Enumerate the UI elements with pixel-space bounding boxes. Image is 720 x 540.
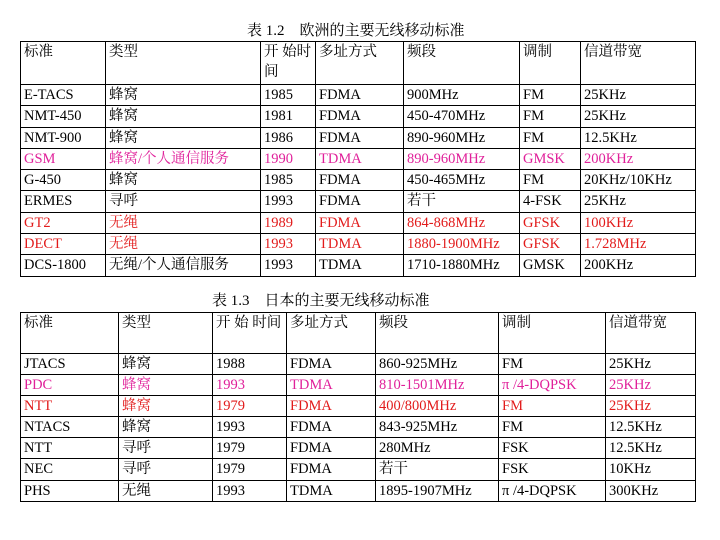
table-cell: 1979 [213, 438, 287, 459]
table-row [21, 438, 696, 459]
table-cell: TDMA [316, 148, 404, 169]
table-cell: 无绳 [119, 480, 213, 501]
table-cell: TDMA [287, 375, 376, 396]
table-cell: 1993 [261, 255, 316, 276]
table-cell: 无绳 [106, 234, 261, 255]
table-cell: 蜂窝 [106, 85, 261, 106]
table-cell: 300KHz [606, 480, 696, 501]
table-cell: 450-465MHz [404, 170, 520, 191]
table-cell: FM [499, 354, 606, 375]
table-header-row [21, 313, 696, 354]
table-row [21, 106, 696, 127]
table-cell: FM [499, 396, 606, 417]
table-cell: 1993 [261, 234, 316, 255]
table-cell: FDMA [287, 459, 376, 480]
table-cell: 25KHz [581, 191, 696, 212]
table-cell: E-TACS [21, 85, 106, 106]
table-cell: NEC [21, 459, 119, 480]
table-row [21, 255, 696, 276]
table-cell: PHS [21, 480, 119, 501]
table-cell: PDC [21, 375, 119, 396]
japan-standards-table [20, 312, 696, 502]
table-cell: 12.5KHz [581, 127, 696, 148]
table-row [21, 459, 696, 480]
table-cell: 843-925MHz [376, 417, 499, 438]
table-cell: FDMA [316, 212, 404, 233]
table-cell: 1986 [261, 127, 316, 148]
table-cell: 蜂窝 [119, 375, 213, 396]
table-cell: 蜂窝 [106, 106, 261, 127]
column-header: 频段 [376, 313, 499, 354]
table-cell: FDMA [316, 106, 404, 127]
table-2-caption: 表 1.3 日本的主要无线移动标准 [212, 293, 430, 309]
table-cell: 1985 [261, 85, 316, 106]
table-cell: 400/800MHz [376, 396, 499, 417]
column-header: 标准 [21, 42, 106, 85]
table-cell: 810-1501MHz [376, 375, 499, 396]
table-cell: 200KHz [581, 255, 696, 276]
table-cell: 25KHz [606, 354, 696, 375]
table-cell: FSK [499, 438, 606, 459]
table-cell: 890-960MHz [404, 127, 520, 148]
table-cell: FM [520, 106, 581, 127]
table-cell: 1979 [213, 396, 287, 417]
table-cell: 若干 [376, 459, 499, 480]
table-cell: 25KHz [606, 375, 696, 396]
table-cell: 100KHz [581, 212, 696, 233]
table-cell: 200KHz [581, 148, 696, 169]
column-header: 信道带宽 [581, 42, 696, 85]
table-header-row [21, 42, 696, 85]
table-cell: π /4-DQPSK [499, 480, 606, 501]
table-cell: 蜂窝/个人通信服务 [106, 148, 261, 169]
column-header: 开 始时间 [261, 42, 316, 85]
table-cell: 1985 [261, 170, 316, 191]
table-cell: 10KHz [606, 459, 696, 480]
table-cell: 864-868MHz [404, 212, 520, 233]
column-header: 标准 [21, 313, 119, 354]
table-cell: FM [520, 170, 581, 191]
table-cell: 12.5KHz [606, 438, 696, 459]
table-cell: 1990 [261, 148, 316, 169]
table-cell: FDMA [287, 354, 376, 375]
table-cell: 20KHz/10KHz [581, 170, 696, 191]
table-cell: GSM [21, 148, 106, 169]
table-cell: 蜂窝 [119, 417, 213, 438]
table-cell: 1710-1880MHz [404, 255, 520, 276]
table-cell: 1.728MHz [581, 234, 696, 255]
table-cell: 280MHz [376, 438, 499, 459]
table-cell: 890-960MHz [404, 148, 520, 169]
table-cell: 蜂窝 [119, 396, 213, 417]
table-cell: TDMA [316, 255, 404, 276]
table-cell: 25KHz [581, 106, 696, 127]
table-cell: 无绳 [106, 212, 261, 233]
table-cell: G-450 [21, 170, 106, 191]
table-cell: 蜂窝 [106, 170, 261, 191]
table-cell: 1988 [213, 354, 287, 375]
table-cell: 1981 [261, 106, 316, 127]
table-cell: NTT [21, 396, 119, 417]
table-cell: JTACS [21, 354, 119, 375]
table-cell: FM [520, 127, 581, 148]
table-row [21, 234, 696, 255]
table-cell: 无绳/个人通信服务 [106, 255, 261, 276]
table-cell: 4-FSK [520, 191, 581, 212]
table-cell: FDMA [287, 438, 376, 459]
column-header: 调制 [499, 313, 606, 354]
table-cell: 25KHz [606, 396, 696, 417]
column-header: 多址方式 [287, 313, 376, 354]
table-cell: GFSK [520, 212, 581, 233]
table-cell: 25KHz [581, 85, 696, 106]
table-cell: 蜂窝 [106, 127, 261, 148]
table-cell: 1993 [213, 375, 287, 396]
table-cell: GMSK [520, 148, 581, 169]
table-cell: 12.5KHz [606, 417, 696, 438]
table-cell: 860-925MHz [376, 354, 499, 375]
table-cell: FDMA [287, 417, 376, 438]
table-cell: 1979 [213, 459, 287, 480]
table-cell: π /4-DQPSK [499, 375, 606, 396]
table-cell: ERMES [21, 191, 106, 212]
table-cell: 1993 [213, 417, 287, 438]
column-header: 调制 [520, 42, 581, 85]
table-row [21, 148, 696, 169]
table-cell: NTACS [21, 417, 119, 438]
table-cell: 1993 [213, 480, 287, 501]
table-row [21, 170, 696, 191]
table-row [21, 480, 696, 501]
table-row [21, 191, 696, 212]
table-cell: FDMA [316, 85, 404, 106]
column-header: 多址方式 [316, 42, 404, 85]
column-header: 开 始 时间 [213, 313, 287, 354]
table-cell: 寻呼 [119, 459, 213, 480]
table-cell: 蜂窝 [119, 354, 213, 375]
table-cell: 寻呼 [119, 438, 213, 459]
table-row [21, 396, 696, 417]
table-cell: NMT-450 [21, 106, 106, 127]
table-cell: FDMA [316, 170, 404, 191]
column-header: 类型 [106, 42, 261, 85]
table-cell: 1880-1900MHz [404, 234, 520, 255]
table-row [21, 354, 696, 375]
europe-standards-table [20, 41, 696, 277]
table-cell: FSK [499, 459, 606, 480]
column-header: 类型 [119, 313, 213, 354]
table-row [21, 127, 696, 148]
table-row [21, 375, 696, 396]
table-cell: DCS-1800 [21, 255, 106, 276]
table-cell: NTT [21, 438, 119, 459]
table-cell: 900MHz [404, 85, 520, 106]
table-cell: 1895-1907MHz [376, 480, 499, 501]
column-header: 频段 [404, 42, 520, 85]
table-cell: 450-470MHz [404, 106, 520, 127]
table-cell: 若干 [404, 191, 520, 212]
table-cell: GFSK [520, 234, 581, 255]
table-cell: GT2 [21, 212, 106, 233]
table-cell: FDMA [287, 396, 376, 417]
table-cell: 1989 [261, 212, 316, 233]
table-cell: NMT-900 [21, 127, 106, 148]
table-row [21, 417, 696, 438]
table-cell: GMSK [520, 255, 581, 276]
table-row [21, 212, 696, 233]
table-cell: 1993 [261, 191, 316, 212]
table-cell: FM [499, 417, 606, 438]
table-cell: 寻呼 [106, 191, 261, 212]
table-1-caption: 表 1.2 欧洲的主要无线移动标准 [247, 23, 465, 39]
table-cell: FDMA [316, 127, 404, 148]
table-cell: TDMA [316, 234, 404, 255]
table-cell: FDMA [316, 191, 404, 212]
table-cell: DECT [21, 234, 106, 255]
column-header: 信道带宽 [606, 313, 696, 354]
table-cell: FM [520, 85, 581, 106]
table-cell: TDMA [287, 480, 376, 501]
table-row [21, 85, 696, 106]
